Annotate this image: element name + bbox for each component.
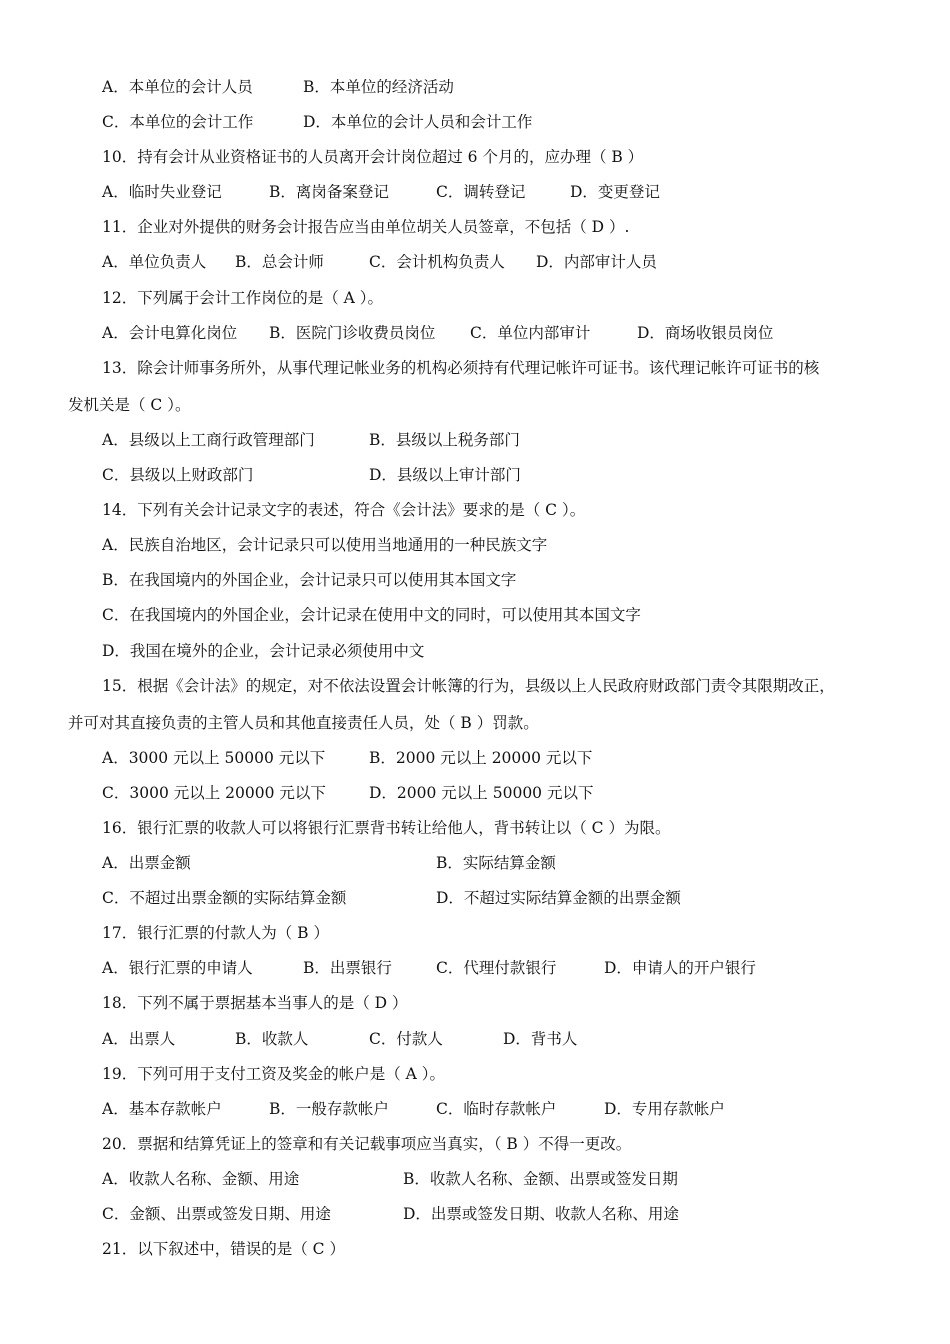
option-row bbox=[0, 72, 950, 102]
question-line bbox=[0, 708, 950, 738]
option-text: B．县级以上税务部门 bbox=[369, 431, 520, 449]
option-text: D．商场收银员岗位 bbox=[637, 324, 774, 342]
option-row bbox=[0, 1024, 950, 1054]
question-line bbox=[0, 671, 950, 701]
question-text: D．我国在境外的企业，会计记录必须使用中文 bbox=[102, 642, 425, 660]
option-row bbox=[0, 743, 950, 773]
question-text: 16．银行汇票的收款人可以将银行汇票背书转让给他人，背书转让以（ C ）为限。 bbox=[102, 819, 671, 837]
option-text: B．实际结算金额 bbox=[436, 854, 556, 872]
option-text: D．本单位的会计人员和会计工作 bbox=[303, 113, 533, 131]
option-row bbox=[0, 247, 950, 277]
option-row bbox=[0, 460, 950, 490]
question-line bbox=[0, 495, 950, 525]
option-text: B．一般存款帐户 bbox=[269, 1100, 389, 1118]
option-text: C．代理付款银行 bbox=[436, 959, 557, 977]
option-text: B．收款人 bbox=[235, 1030, 309, 1048]
option-text: A．收款人名称、金额、用途 bbox=[102, 1170, 300, 1188]
option-text: B．本单位的经济活动 bbox=[303, 78, 454, 96]
option-text: D．背书人 bbox=[503, 1030, 578, 1048]
option-text: C．县级以上财政部门 bbox=[102, 466, 254, 484]
option-row bbox=[0, 1094, 950, 1124]
option-text: B．离岗备案登记 bbox=[269, 183, 389, 201]
option-text: C．金额、出票或签发日期、用途 bbox=[102, 1205, 331, 1223]
question-line bbox=[0, 1129, 950, 1159]
option-row bbox=[0, 1164, 950, 1194]
option-text: A．县级以上工商行政管理部门 bbox=[102, 431, 315, 449]
question-line bbox=[0, 600, 950, 630]
question-text: 12．下列属于会计工作岗位的是（ A ）。 bbox=[102, 289, 384, 307]
question-line bbox=[0, 353, 950, 383]
question-text: 19．下列可用于支付工资及奖金的帐户是（ A ）。 bbox=[102, 1065, 446, 1083]
question-line bbox=[0, 390, 950, 420]
option-text: B．出票银行 bbox=[303, 959, 392, 977]
question-line bbox=[0, 1059, 950, 1089]
question-text: 17．银行汇票的付款人为（ B ） bbox=[102, 924, 329, 942]
question-line bbox=[0, 142, 950, 172]
question-line bbox=[0, 283, 950, 313]
option-row bbox=[0, 953, 950, 983]
question-line bbox=[0, 813, 950, 843]
option-text: C．单位内部审计 bbox=[470, 324, 591, 342]
question-text: 20．票据和结算凭证上的签章和有关记载事项应当真实，（ B ）不得一更改。 bbox=[102, 1135, 632, 1153]
question-line bbox=[0, 988, 950, 1018]
option-text: D．变更登记 bbox=[570, 183, 660, 201]
question-text: 13．除会计师事务所外，从事代理记帐业务的机构必须持有代理记帐许可证书。该代理记帐许可证书的核 bbox=[102, 359, 820, 377]
option-text: C．付款人 bbox=[369, 1030, 443, 1048]
option-row bbox=[0, 883, 950, 913]
option-text: A．单位负责人 bbox=[102, 253, 207, 271]
question-text: A．民族自治地区，会计记录只可以使用当地通用的一种民族文字 bbox=[102, 536, 548, 554]
option-text: D．内部审计人员 bbox=[536, 253, 657, 271]
option-text: A．本单位的会计人员 bbox=[102, 78, 253, 96]
option-text: B．收款人名称、金额、出票或签发日期 bbox=[403, 1170, 678, 1188]
option-text: D．专用存款帐户 bbox=[604, 1100, 725, 1118]
option-row bbox=[0, 318, 950, 348]
question-text: 发机关是（ C ）。 bbox=[68, 396, 191, 414]
question-text: 10．持有会计从业资格证书的人员离开会计岗位超过 6 个月的，应办理（ B ） bbox=[102, 148, 644, 166]
question-line bbox=[0, 1234, 950, 1264]
question-text: 11．企业对外提供的财务会计报告应当由单位胡关人员签章，不包括（ D ）. bbox=[102, 218, 630, 236]
option-row bbox=[0, 107, 950, 137]
option-text: D．不超过实际结算金额的出票金额 bbox=[436, 889, 681, 907]
option-text: B．医院门诊收费员岗位 bbox=[269, 324, 436, 342]
option-text: D．2000 元以上 50000 元以下 bbox=[369, 784, 594, 802]
option-row bbox=[0, 425, 950, 455]
question-line bbox=[0, 636, 950, 666]
option-text: B．总会计师 bbox=[235, 253, 324, 271]
option-text: C．3000 元以上 20000 元以下 bbox=[102, 784, 326, 802]
option-text: D．申请人的开户银行 bbox=[604, 959, 756, 977]
option-text: A．临时失业登记 bbox=[102, 183, 222, 201]
question-text: 14．下列有关会计记录文字的表述，符合《会计法》要求的是（ C ）。 bbox=[102, 501, 586, 519]
option-text: C．调转登记 bbox=[436, 183, 526, 201]
question-text: C．在我国境内的外国企业，会计记录在使用中文的同时，可以使用其本国文字 bbox=[102, 606, 641, 624]
question-line bbox=[0, 918, 950, 948]
option-text: D．出票或签发日期、收款人名称、用途 bbox=[403, 1205, 679, 1223]
question-text: B．在我国境内的外国企业，会计记录只可以使用其本国文字 bbox=[102, 571, 517, 589]
option-text: A．出票金额 bbox=[102, 854, 191, 872]
question-line bbox=[0, 565, 950, 595]
option-text: A．3000 元以上 50000 元以下 bbox=[102, 749, 326, 767]
option-text: C．临时存款帐户 bbox=[436, 1100, 557, 1118]
option-text: A．会计电算化岗位 bbox=[102, 324, 238, 342]
option-text: C．会计机构负责人 bbox=[369, 253, 505, 271]
option-text: B．2000 元以上 20000 元以下 bbox=[369, 749, 593, 767]
question-text: 15．根据《会计法》的规定，对不依法设置会计帐簿的行为，县级以上人民政府财政部门责令其限期改正， bbox=[102, 677, 835, 695]
question-text: 18．下列不属于票据基本当事人的是（ D ） bbox=[102, 994, 408, 1012]
question-text: 并可对其直接负责的主管人员和其他直接责任人员，处（ B ）罚款。 bbox=[68, 714, 539, 732]
option-text: D．县级以上审计部门 bbox=[369, 466, 521, 484]
option-row bbox=[0, 177, 950, 207]
option-text: A．基本存款帐户 bbox=[102, 1100, 222, 1118]
option-row bbox=[0, 848, 950, 878]
question-line bbox=[0, 530, 950, 560]
option-text: C．本单位的会计工作 bbox=[102, 113, 254, 131]
option-row bbox=[0, 778, 950, 808]
option-text: C．不超过出票金额的实际结算金额 bbox=[102, 889, 347, 907]
question-line bbox=[0, 212, 950, 242]
option-text: A．银行汇票的申请人 bbox=[102, 959, 253, 977]
option-row bbox=[0, 1199, 950, 1229]
question-text: 21．以下叙述中，错误的是（ C ） bbox=[102, 1240, 345, 1258]
option-text: A．出票人 bbox=[102, 1030, 176, 1048]
